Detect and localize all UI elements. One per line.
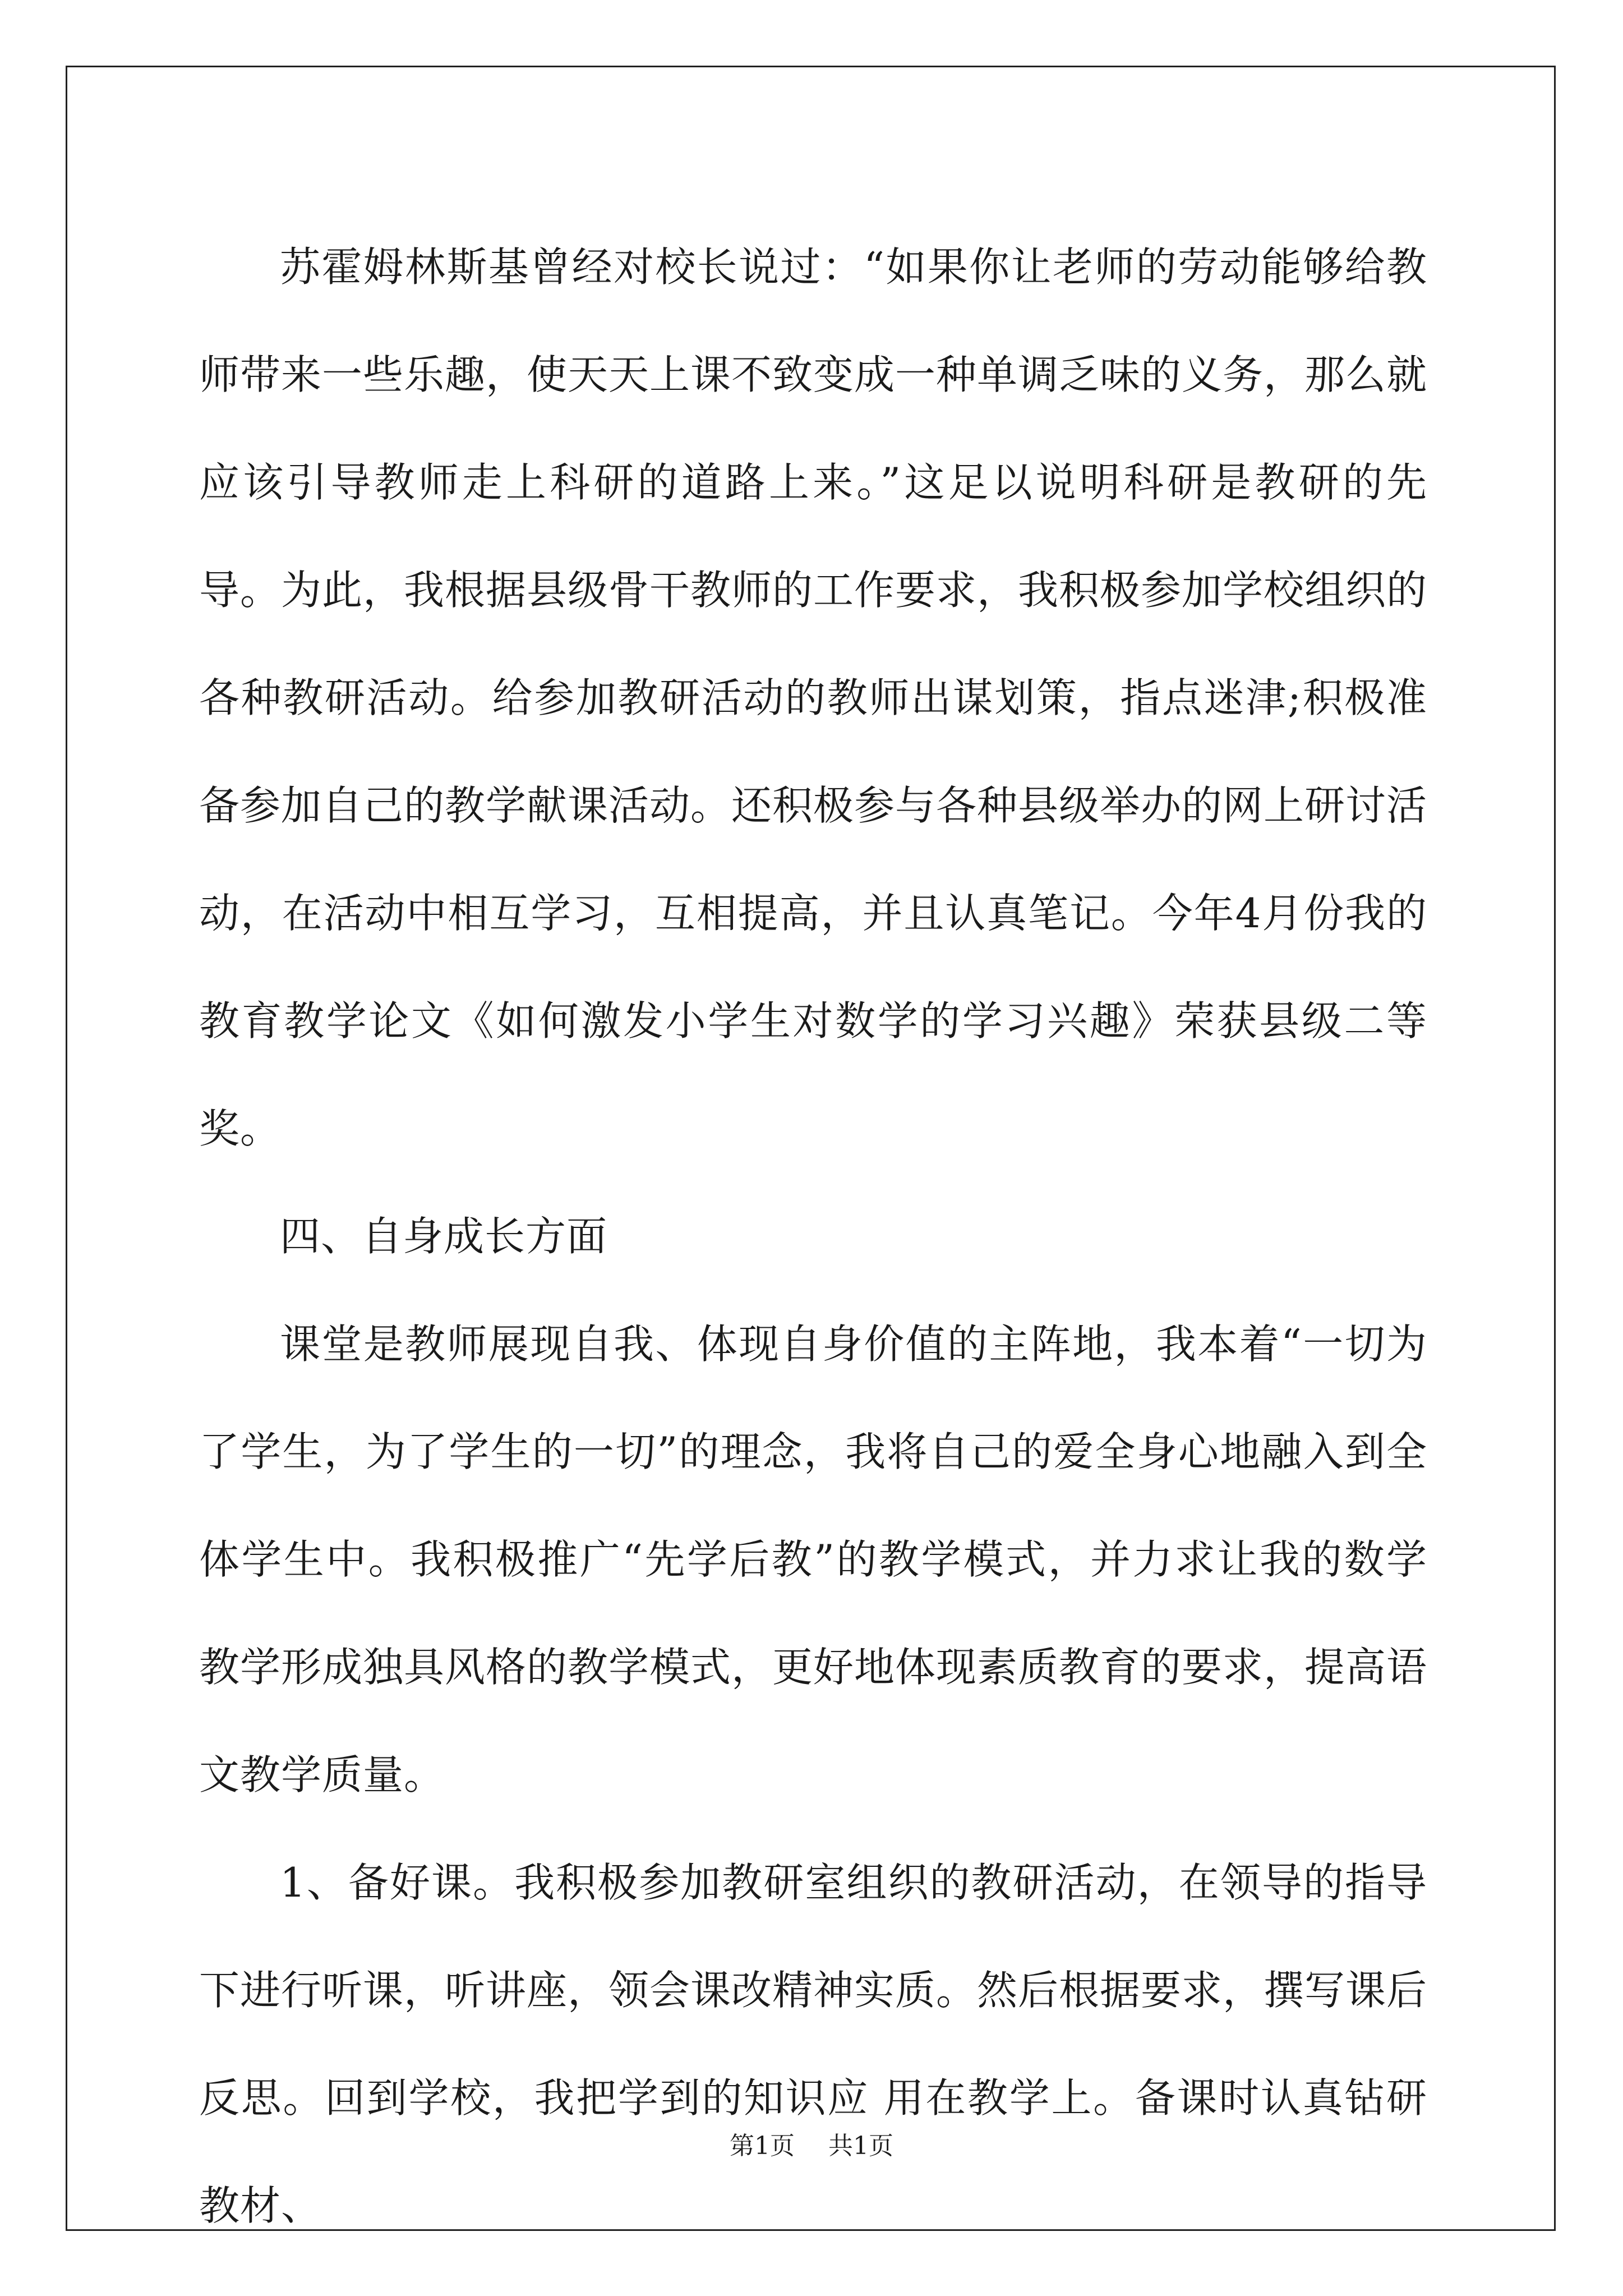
document-body bbox=[199, 213, 1427, 2260]
page-number-current: 第1页 bbox=[730, 2132, 795, 2160]
page-footer bbox=[0, 2129, 1623, 2163]
paragraph-classroom: 课堂是教师展现自我、体现自身价值的主阵地，我本着“一切为了学生，为了学生的一切”的理念，我将自己的爱全身心地融入到全体学生中。我积极推广“先学后教”的教学模式，并力求让我的数学教学形成独具风格的教学模式，更好地体现素质教育的要求，提高语文教学质量。 bbox=[199, 1320, 1428, 1798]
page-number-total: 共1页 bbox=[828, 2132, 893, 2160]
paragraph-lesson-prep: 1、备好课。我积极参加教研室组织的教研活动，在领导的指导下进行听课，听讲座，领会课改精神实质。然后根据要求，撰写课后反思。回到学校，我把学到的知识应 用在教学上。备课时认真钻研教材、 bbox=[199, 1859, 1428, 2229]
paragraph-research: 苏霍姆林斯基曾经对校长说过：“如果你让老师的劳动能够给教师带来一些乐趣，使天天上课不致变成一种单调乏味的义务，那么就应该引导教师走上科研的道路上来。”这足以说明科研是教研的先导。为此，我根据县级骨干教师的工作要求，我积极参加学校组织的各种教研活动。给参加教研活动的教师出谋划策，指点迷津;积极准备参加自己的教学献课活动。还积极参与各种县级举办的网上研讨活动，在活动中相互学习，互相提高，并且认真笔记。今年4月份我的教育教学论文《如何激发小学生对数学的学习兴趣》荣获县级二等奖。 bbox=[199, 243, 1428, 1152]
section-heading-self-growth: 四、自身成长方面 bbox=[280, 1213, 608, 1260]
